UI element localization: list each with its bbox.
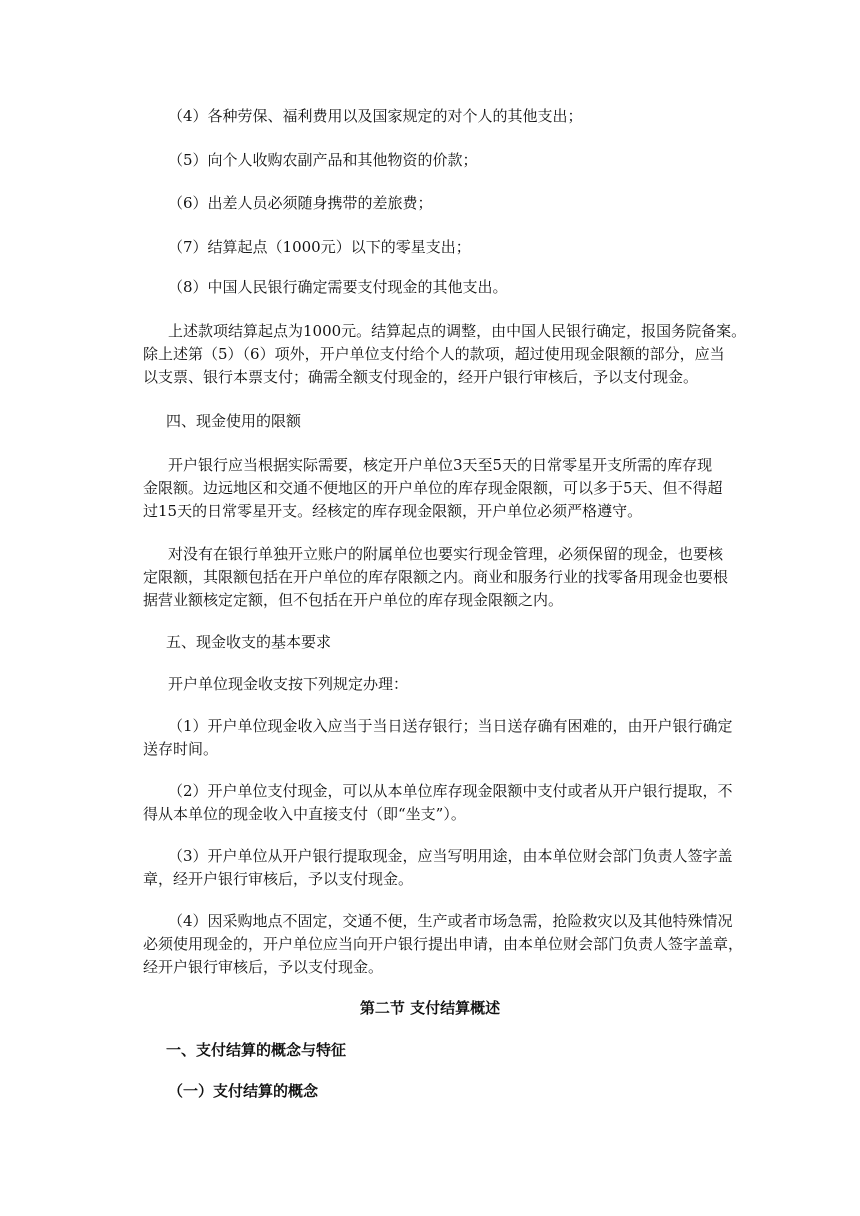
list-item: （1）开户单位现金收入应当于当日送存银行；当日送存确有困难的，由开户银行确定 [168,717,733,735]
list-item-continuation: 得从本单位的现金收入中直接支付（即“坐支”）。 [143,805,466,823]
section-title: 第二节 支付结算概述 [359,999,501,1017]
list-item: （2）开户单位支付现金，可以从本单位库存现金限额中支付或者从开户银行提取，不 [168,782,733,800]
paragraph-line: 开户单位现金收支按下列规定办理： [168,675,409,693]
paragraph-line: 开户银行应当根据实际需要，核定开户单位3天至5天的日常零星开支所需的库存现 [168,456,713,474]
list-item-4: （4）各种劳保、福利费用以及国家规定的对个人的其他支出； [168,107,583,125]
list-item-continuation: 经开户银行审核后，予以支付现金。 [143,958,384,976]
list-item: （3）开户单位从开户银行提取现金，应当写明用途，由本单位财会部门负责人签字盖 [168,847,733,865]
paragraph-line: 定限额，其限额包括在开户单位的库存限额之内。商业和服务行业的找零备用现金也要根 [143,568,729,586]
list-item-6: （6）出差人员必须随身携带的差旅费； [168,194,433,212]
section-heading: 四、现金使用的限额 [166,412,302,430]
list-item-8: （8）中国人民银行确定需要支付现金的其他支出。 [168,278,508,296]
paragraph-line: 上述款项结算起点为1000元。结算起点的调整，由中国人民银行确定，报国务院备案。 [168,322,747,340]
paragraph-line: 除上述第（5）（6）项外，开户单位支付给个人的款项，超过使用现金限额的部分，应当 [143,345,725,363]
list-item: （4）因采购地点不固定，交通不便，生产或者市场急需，抢险救灾以及其他特殊情况 [168,912,733,930]
subsection-heading: （一）支付结算的概念 [168,1082,319,1100]
paragraph-line: 据营业额核定定额，但不包括在开户单位的库存现金限额之内。 [143,591,564,609]
subsection-heading: 一、支付结算的概念与特征 [166,1041,347,1059]
list-item-7: （7）结算起点（1000元）以下的零星支出； [168,238,471,256]
paragraph-line: 对没有在银行单独开立账户的附属单位也要实行现金管理，必须保留的现金，也要核 [168,545,724,563]
section-heading: 五、现金收支的基本要求 [166,633,332,651]
paragraph-line: 以支票、银行本票支付；确需全额支付现金的，经开户银行审核后，予以支付现金。 [143,368,699,386]
paragraph-line: 过15天的日常零星开支。经核定的库存现金限额，开户单位必须严格遵守。 [143,502,643,520]
paragraph-line: 金限额。边远地区和交通不便地区的开户单位的库存现金限额，可以多于5天、但不得超 [143,479,723,497]
list-item-continuation: 送存时间。 [143,740,219,758]
list-item-continuation: 必须使用现金的，开户单位应当向开户银行提出申请，由本单位财会部门负责人签字盖章， [143,935,744,953]
list-item-5: （5）向个人收购农副产品和其他物资的价款； [168,151,478,169]
list-item-continuation: 章，经开户银行审核后，予以支付现金。 [143,870,414,888]
